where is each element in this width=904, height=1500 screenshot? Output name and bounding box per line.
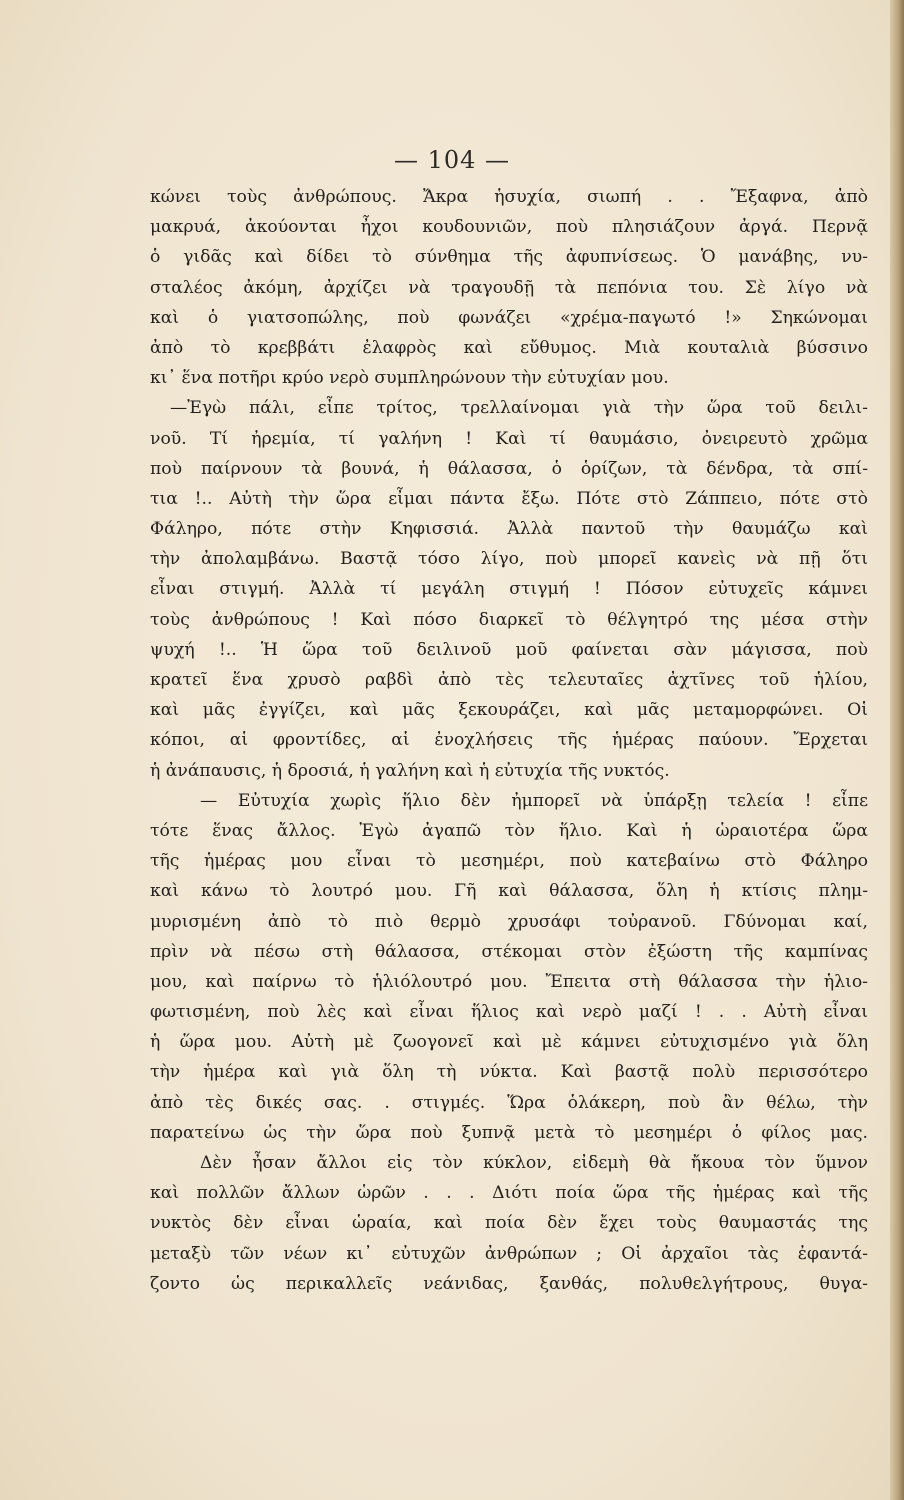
- text-line: ἀπὸ τὸ κρεββάτι ἐλαφρὸς καὶ εὔθυμος. Μιὰ κουταλιὰ βύσσινο: [150, 337, 868, 358]
- text-line: μυρισμένη ἀπὸ τὸ πιὸ θερμὸ χρυσάφι τοὐρανοῦ. Γδύνομαι καί,: [150, 911, 868, 932]
- text-line: καὶ πολλῶν ἄλλων ὡρῶν . . . Διότι ποία ὥρα τῆς ἡμέρας καὶ τῆς: [150, 1183, 868, 1204]
- text-line: παρατείνω ὡς τὴν ὥρα ποὺ ξυπνᾷ μετὰ τὸ μεσημέρι ὁ φίλος μας.: [150, 1122, 868, 1143]
- text-line: — Εὐτυχία χωρὶς ἥλιο δὲν ἠμπορεῖ νὰ ὑπάρξῃ τελεία ! εἶπε: [200, 790, 868, 811]
- text-line: κώνει τοὺς ἀνθρώπους. Ἄκρα ἡσυχία, σιωπή . . Ἔξαφνα, ἀπὸ: [150, 187, 868, 207]
- text-line: Φάληρο, πότε στὴν Κηφισσιά. Ἀλλὰ παντοῦ τὴν θαυμάζω καὶ: [150, 519, 868, 540]
- text-line: καὶ ὁ γιατσοπώλης, ποὺ φωνάζει «χρέμα-παγωτό !» Σηκώνομαι: [150, 307, 868, 328]
- text-line: τια !.. Αὐτὴ τὴν ὥρα εἶμαι πάντα ἔξω. Πότε στὸ Ζάππειο, πότε στὸ: [150, 488, 868, 509]
- text-line: μακρυά, ἀκούονται ἦχοι κουδουνιῶν, ποὺ πλησιάζουν ἀργά. Περνᾷ: [150, 217, 868, 238]
- text-line: ἡ ἀνάπαυσις, ἡ δροσιά, ἡ γαλήνη καὶ ἡ εὐτυχία τῆς νυκτός.: [150, 760, 670, 781]
- text-line: ζοντο ὡς περικαλλεῖς νεάνιδας, ξανθάς, πολυθελγήτρους, θυγα-: [150, 1273, 868, 1294]
- text-line: ποὺ παίρνουν τὰ βουνά, ἡ θάλασσα, ὁ ὁρίζων, τὰ δένδρα, τὰ σπί-: [150, 458, 868, 479]
- text-line: εἶναι στιγμή. Ἀλλὰ τί μεγάλη στιγμή ! Πόσον εὐτυχεῖς κάμνει: [150, 579, 868, 600]
- text-line: μου, καὶ παίρνω τὸ ἡλιόλουτρό μου. Ἔπειτα στὴ θάλασσα τὴν ἡλιο-: [150, 971, 868, 992]
- text-line: νυκτὸς δὲν εἶναι ὡραία, καὶ ποία δὲν ἔχει τοὺς θαυμαστάς της: [150, 1213, 868, 1234]
- text-line: καὶ μᾶς ἐγγίζει, καὶ μᾶς ξεκουράζει, καὶ μᾶς μεταμορφώνει. Οἱ: [150, 700, 868, 721]
- text-line: ἡ ὥρα μου. Αὐτὴ μὲ ζωογονεῖ καὶ μὲ κάμνει εὐτυχισμένο γιὰ ὅλη: [150, 1032, 868, 1053]
- text-line: νοῦ. Τί ἠρεμία, τί γαλήνη ! Καὶ τί θαυμάσιο, ὀνειρευτὸ χρῶμα: [150, 428, 868, 449]
- text-line: ψυχή !.. Ἡ ὥρα τοῦ δειλινοῦ μοῦ φαίνεται σὰν μάγισσα, ποὺ: [150, 639, 868, 660]
- text-line: —Ἐγὼ πάλι, εἶπε τρίτος, τρελλαίνομαι γιὰ τὴν ὥρα τοῦ δειλι-: [170, 398, 868, 419]
- text-line: μεταξὺ τῶν νέων κι᾿ εὐτυχῶν ἀνθρώπων ; Οἱ ἀρχαῖοι τὰς ἐφαντά-: [150, 1243, 868, 1264]
- text-line: τότε ἕνας ἄλλος. Ἐγὼ ἀγαπῶ τὸν ἥλιο. Καὶ ἡ ὡραιοτέρα ὥρα: [150, 820, 868, 841]
- body-text: [150, 182, 868, 1299]
- text-line: πρὶν νὰ πέσω στὴ θάλασσα, στέκομαι στὸν ἐξώστη τῆς καμπίνας: [150, 941, 868, 962]
- text-line: φωτισμένη, ποὺ λὲς καὶ εἶναι ἥλιος καὶ νερὸ μαζί ! . . Αὐτὴ εἶναι: [150, 1002, 868, 1023]
- text-line: τὴν ἀπολαμβάνω. Βαστᾷ τόσο λίγο, ποὺ μπορεῖ κανεὶς νὰ πῇ ὅτι: [150, 549, 868, 570]
- text-line: κρατεῖ ἕνα χρυσὸ ραβδὶ ἀπὸ τὲς τελευταῖες ἀχτῖνες τοῦ ἡλίου,: [150, 670, 868, 690]
- text-line: ὁ γιδᾶς καὶ δίδει τὸ σύνθημα τῆς ἀφυπνίσεως. Ὁ μανάβης, νυ-: [150, 247, 868, 268]
- page-edge: [890, 0, 904, 1500]
- text-line: τὴν ἡμέρα καὶ γιὰ ὅλη τὴ νύκτα. Καὶ βαστᾷ πολὺ περισσότερο: [150, 1062, 868, 1083]
- text-line: τῆς ἡμέρας μου εἶναι τὸ μεσημέρι, ποὺ κατεβαίνω στὸ Φάληρο: [150, 851, 868, 872]
- text-line: καὶ κάνω τὸ λουτρό μου. Γῆ καὶ θάλασσα, ὅλη ἡ κτίσις πλημ-: [150, 881, 868, 902]
- text-line: κόποι, αἱ φροντίδες, αἱ ἐνοχλήσεις τῆς ἡμέρας παύουν. Ἔρχεται: [150, 730, 868, 751]
- page-number: — 104 —: [393, 146, 511, 174]
- text-line: τοὺς ἀνθρώπους ! Καὶ πόσο διαρκεῖ τὸ θέλγητρό της μέσα στὴν: [150, 609, 868, 630]
- text-line: σταλέος ἀκόμη, ἀρχίζει νὰ τραγουδῇ τὰ πεπόνια του. Σὲ λίγο νὰ: [150, 277, 868, 298]
- text-line: Δὲν ἦσαν ἄλλοι εἰς τὸν κύκλον, εἰδεμὴ θὰ ἤκουα τὸν ὕμνον: [200, 1153, 868, 1173]
- text-line: κι᾿ ἕνα ποτῆρι κρύο νερὸ συμπληρώνουν τὴν εὐτυχίαν μου.: [150, 368, 669, 389]
- text-line: ἀπὸ τὲς δικές σας. . στιγμές. Ὥρα ὁλάκερη, ποὺ ἂν θέλω, τὴν: [150, 1092, 868, 1113]
